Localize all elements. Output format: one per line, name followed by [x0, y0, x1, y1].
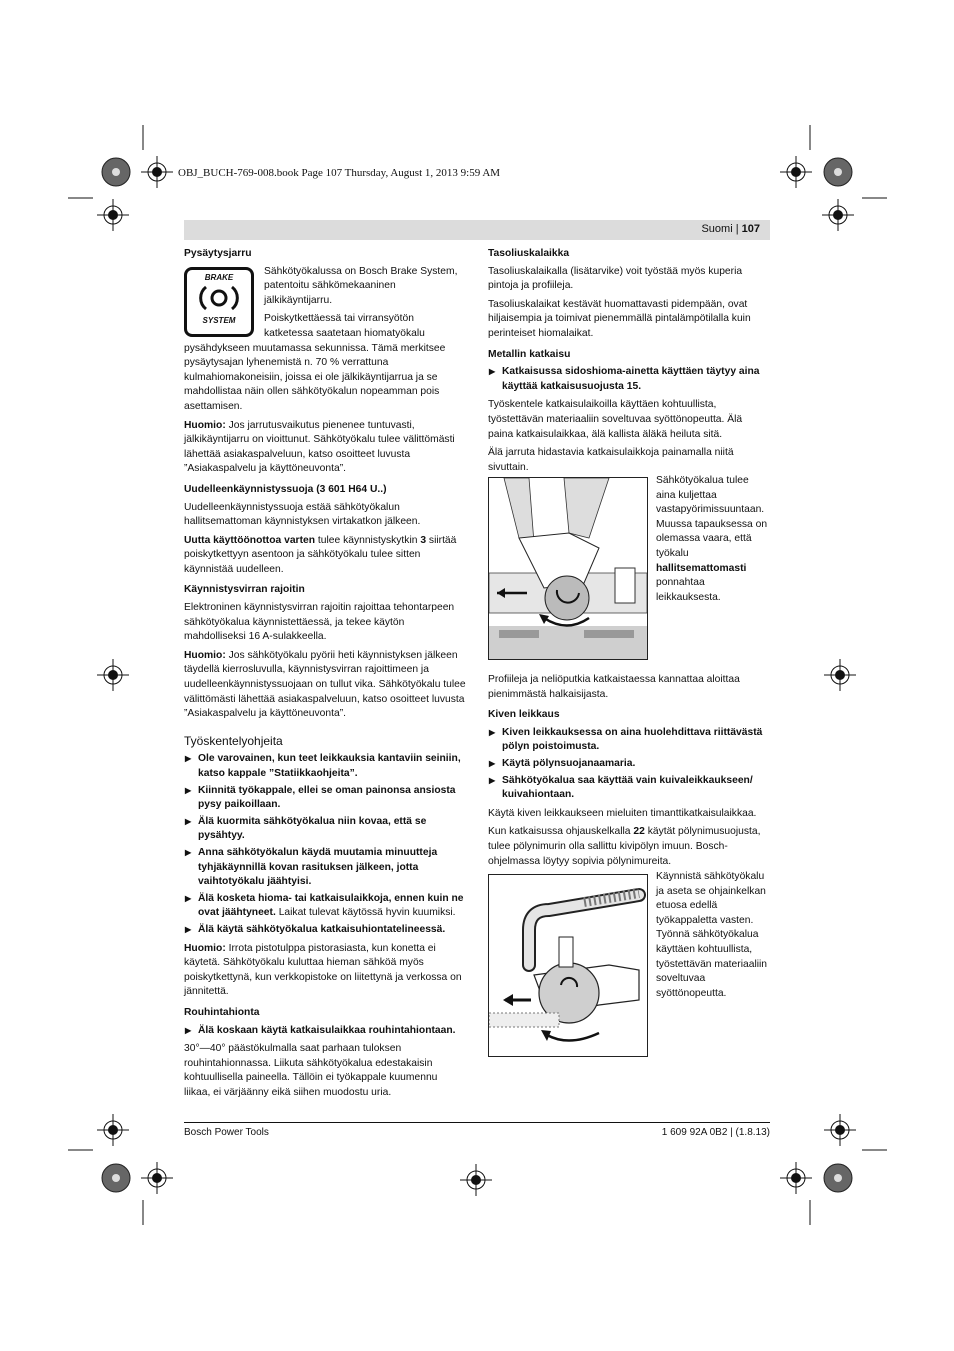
heading-inrush-limiter: Käynnistysvirran rajoitin — [184, 584, 305, 596]
note-text: Irrota pistotulppa pistorasiasta, kun konetta ei käytetä. Sähkötyökalu kuluttaa hieman sähköä myös poiskytkettynä, kun verkkopistoke on liitettynä ja verkossa on jännitettä. — [184, 942, 462, 998]
stone-list — [488, 726, 770, 803]
right-column-lower — [488, 673, 770, 873]
list-item: ▶ Älä kuormita sähkötyökalua niin kovaa, että se pysähtyy. — [184, 815, 466, 844]
heading-rough-grinding: Rouhintahionta — [184, 1006, 260, 1018]
caption-text — [656, 474, 770, 605]
note-paragraph-3 — [184, 942, 466, 1000]
note-label: Huomio: — [184, 419, 226, 431]
note-paragraph-1 — [184, 419, 466, 477]
stone-paragraph-1: Käytä kiven leikkaukseen mieluiten timanttikatkaisulaikkaa. — [488, 807, 757, 819]
list-item: ▶ Katkaisussa sidoshioma-ainetta käyttäen täytyy aina käyttää katkaisusuojusta 15. — [488, 365, 770, 394]
note-paragraph-2 — [184, 649, 466, 722]
restart-paragraph-2 — [184, 534, 466, 578]
page-header-label: Suomi | 107 — [701, 223, 760, 235]
page-number: 107 — [741, 223, 760, 235]
stone-paragraph-2 — [488, 825, 770, 869]
restart-text: tulee käynnistyskytkin — [315, 534, 421, 546]
caption-part: Sähkötyökalua tulee aina kuljettaa vastapyörimissuuntaan. Muussa tapauksessa on olemassa vaara, että työkalu — [656, 475, 768, 559]
metal-paragraph-1: Työskentele katkaisulaikoilla käyttäen kohtuullista, työstettävän materiaaliin soveltuvaa syöttönopeutta. Älä paina katkaisulaikkaa, älä kallista äläkä heiluta sitä. — [488, 399, 743, 440]
heading-stone-cutting: Kiven leikkaus — [488, 709, 560, 721]
item-bold: Älä kosketa hioma- tai katkaisulaikkoja, ennen kuin ne ovat jäähtyneet. — [198, 892, 464, 919]
item-text: Laikat tulevat käytössä hyvin kuumiksi. — [275, 907, 456, 919]
rough-list — [184, 1024, 466, 1039]
note-label: Huomio: — [184, 942, 226, 954]
brake-logo-bottom: SYSTEM — [202, 315, 236, 325]
left-column — [184, 247, 466, 1104]
note-text: Jos sähkötyökalu pyörii heti käynnistyksen jälkeen täydellä kierrosluvulla, käynnistysvirran rajoittimeen ja uudelleenkäynnistyssuojaan on tullut vika. Sähkötyökalu tulee välittömästi lähettää asiakaspalveluun, katso osoitteet luvusta ”Asiakaspalvelu ja käyttöneuvonta”. — [184, 649, 466, 720]
list-item: ▶ Kiven leikkauksessa on aina huolehdittava riittävästä pölyn poistoimusta. — [488, 726, 770, 755]
list-item: ▶ Käytä pölynsuojanaamaria. — [488, 757, 770, 772]
flap-paragraph-1: Tasoliuskalaikalla (lisätarvike) voit työstää myös kuperia pintoja ja profiileja. — [488, 265, 743, 292]
rough-paragraph: 30°—40° päästökulmalla saat parhaan tuloksen rouhintahionnassa. Liikuta sähkötyökalua edestakaisin kohtuullisella paineella. Tällöin ei työkappale kuumennu liikaa, ei värjäänny eikä siihen muodostu uria. — [184, 1043, 438, 1098]
figure-1-caption — [656, 474, 770, 609]
caption-bold: hallitsemattomasti — [656, 562, 747, 574]
heading-restart-protection: Uudelleenkäynnistyssuoja (3 601 H64 U..) — [184, 483, 387, 495]
flap-paragraph-2: Tasoliuskalaikat kestävät huomattavasti pidempään, ovat hiljaisempia ja toimivat pienemmällä pintalämpötilalla kuin perinteiset hiomalaikat. — [488, 298, 751, 339]
list-item — [184, 892, 466, 921]
footer-right: 1 609 92A 0B2 | (1.8.13) — [661, 1127, 770, 1138]
caption-text: Käynnistä sähkötyökalu ja aseta se ohjainkelkan etuosa edellä työkappaletta vasten. Työnnä sähkötyökalua käyttäen kohtuullista, työstettävän materiaaliin soveltuvaa syöttönopeutta. — [656, 871, 768, 999]
list-item: ▶ Sähkötyökalua saa käyttää vain kuivaleikkaukseen/ kuivahiontaan. — [488, 774, 770, 803]
stone-text-2: käytät pölynimusuojusta, tulee pölynimurin olla sallittu kivipölyn imuun. Bosch-ohjelmassa löytyy sopivia pölynimureita. — [488, 826, 761, 867]
inrush-paragraph: Elektroninen käynnistysvirran rajoitin rajoittaa tehontarpeen sähkötyökalua käynnistettäessä, ja tekee käytön mahdolliseksi 16 A-sulakkeella. — [184, 602, 455, 643]
heading-brake: Pysäytysjarru — [184, 248, 252, 259]
print-info-line: OBJ_BUCH-769-008.book Page 107 Thursday, August 1, 2013 9:59 AM — [178, 167, 501, 179]
stone-cutting-illustration — [488, 874, 648, 1057]
brake-icon — [196, 283, 242, 313]
caption-part: ponnahtaa leikkauksesta. — [656, 577, 721, 603]
list-item: ▶ Anna sähkötyökalun käydä muutamia minuutteja tyhjäkäynnillä kovan rasituksen jälkeen, jotta vaihtotyökalu jäähtyisi. — [184, 846, 466, 890]
dust-extraction-grinder-icon — [489, 875, 647, 1056]
footer-rule — [184, 1122, 770, 1123]
list-item: ▶ Ole varovainen, kun teet leikkauksia kantaviin seiniin, katso kappale ”Statiikkaohjeita”. — [184, 752, 466, 781]
list-item: ▶ Älä käytä sähkötyökalua katkaisuhiontatelineessä. — [184, 923, 466, 938]
switch-number: 3 — [420, 534, 427, 546]
footer-left: Bosch Power Tools — [184, 1127, 269, 1138]
right-column — [488, 247, 770, 479]
list-item: ▶ Älä koskaan käytä katkaisulaikkaa rouhintahiontaan. — [184, 1024, 466, 1039]
figure-2-caption — [656, 870, 770, 1005]
angle-grinder-cutting-icon — [489, 478, 647, 659]
guide-number: 22 — [633, 826, 645, 838]
note-label: Huomio: — [184, 649, 226, 661]
restart-bold: Uutta käyttöönottoa varten — [184, 534, 316, 546]
restart-paragraph-1: Uudelleenkäynnistyssuoja estää sähkötyökalun hallitsemattoman käynnistyksen virtakatkon jälkeen. — [184, 501, 421, 528]
list-item: ▶ Kiinnitä työkappale, ellei se oman painonsa ansiosta pysy paikoillaan. — [184, 784, 466, 813]
page-header-bar — [184, 220, 770, 240]
brake-paragraph-1: Sähkötyökalussa on Bosch Brake System, patentoitu sähkömekaaninen jälkikäyntijarru. — [264, 265, 458, 306]
profile-paragraph: Profiileja ja neliöputkia katkaistaessa kannattaa aloittaa pienimmästä halkaisijasta. — [488, 674, 740, 700]
metal-paragraph-2: Älä jarruta hidastavia katkaisulaikkoja painamalla niitä sivuttain. — [488, 447, 734, 473]
brake-logo-top: BRAKE — [204, 272, 234, 282]
work-advice-list — [184, 752, 466, 937]
heading-working-advice: Työskentelyohjeita — [184, 733, 283, 748]
heading-metal-cutting: Metallin katkaisu — [488, 348, 571, 360]
heading-flap-disc: Tasoliuskalaikka — [488, 248, 570, 259]
brake-paragraph-2: Poiskytkettäessä tai virransyötön katketessa saatetaan hiomatyökalu pysähdykseen muutamassa sekunnissa. Tämä merkitsee pysäytysajan lyhenemistä n. 70 % verrattuna kulmahiomakoneisiin, joissa ei ole jälkikäyntijarrua ja se mahdollistaa näin ollen sähkötyökalun nopeamman pois asettamisen. — [184, 313, 446, 412]
section-name: Suomi — [701, 223, 733, 235]
brake-system-logo — [184, 267, 254, 337]
stone-text: Kun katkaisussa ohjauskelkalla — [488, 826, 634, 838]
metal-cutting-illustration — [488, 477, 648, 660]
note-text: Jos jarrutusvaikutus pienenee tuntuvasti, jälkikäyntijarru on vioittunut. Sähkötyökalu tulee välittömästi lähettää asiakaspalveluun, katso osoitteet luvusta ”Asiakaspalvelu ja käyttöneuvonta”. — [184, 419, 455, 475]
metal-list — [488, 365, 770, 394]
restart-text-2: siirtää poiskytkettyyn asentoon ja sähkötyökalu tulee sitten käynnistää uudelleen. — [184, 534, 457, 575]
